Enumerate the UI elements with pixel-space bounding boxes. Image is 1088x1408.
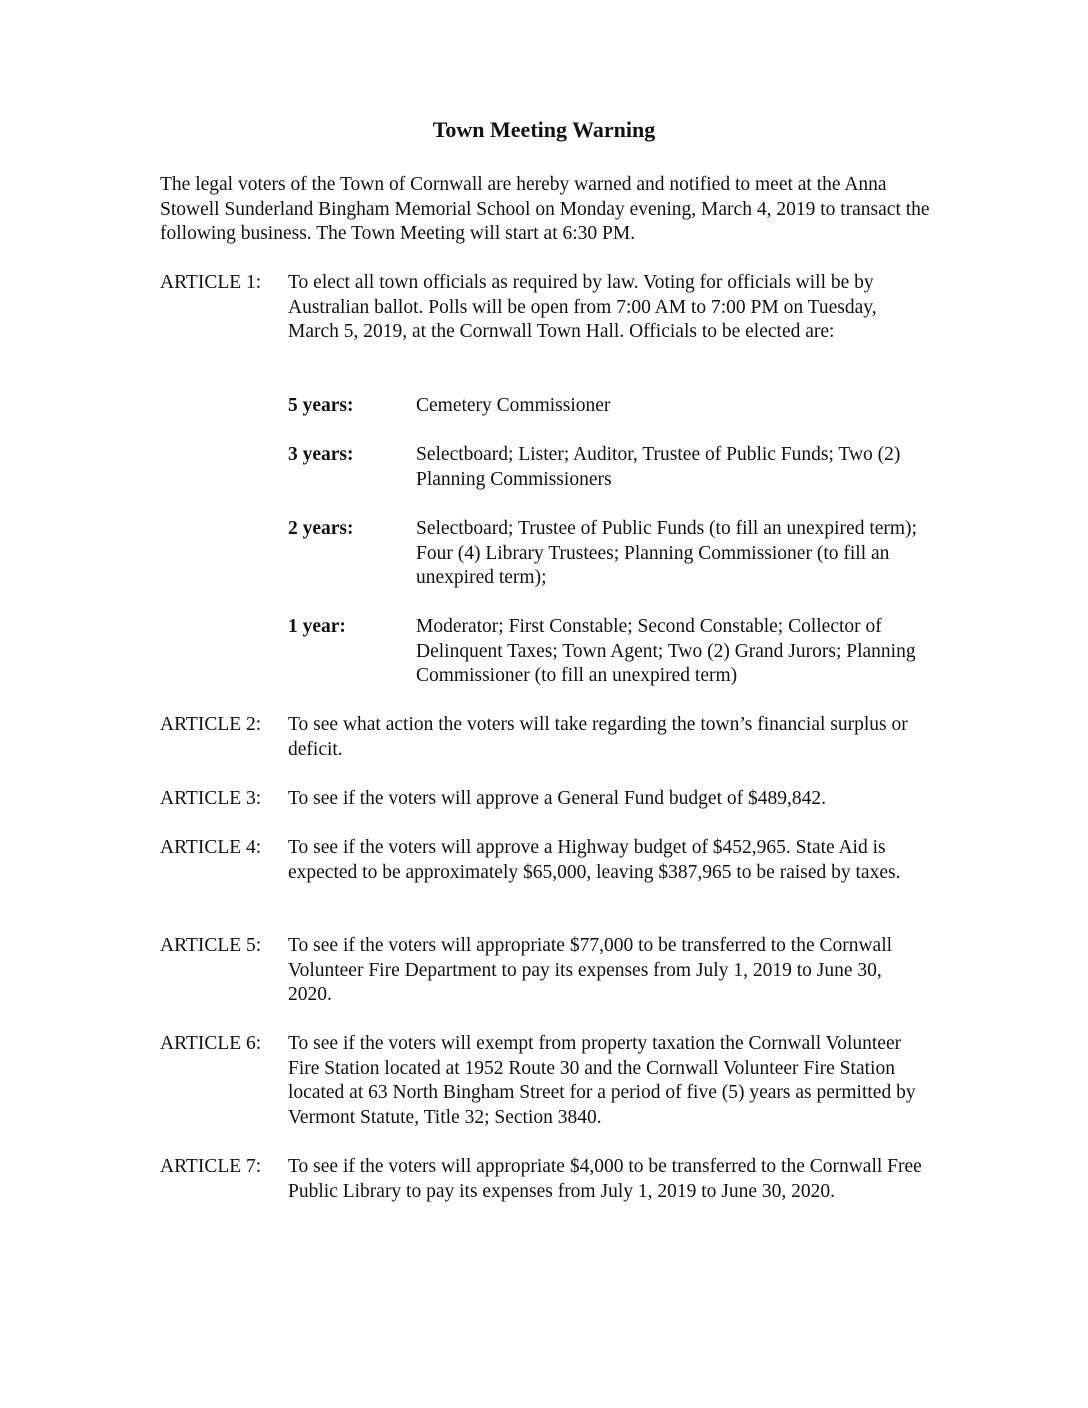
term-offices: Moderator; First Constable; Second Constable; Collector of Delinquent Taxes; Town Agent; Two (2) Grand Jurors; Planning Commissioner (to fill an unexpired term) (416, 616, 916, 686)
article-text: To see what action the voters will take regarding the town’s financial surplus or deficit. (288, 714, 908, 760)
article-text: To see if the voters will approve a General Fund budget of $489,842. (288, 788, 827, 809)
article-text: To see if the voters will appropriate $4,000 to be transferred to the Cornwall Free Public Library to pay its expenses from July 1, 2019 to June 30, 2020. (288, 1156, 922, 1202)
article-label: ARTICLE 1: (160, 272, 262, 293)
term-offices: Selectboard; Lister; Auditor, Trustee of Public Funds; Two (2) Planning Commissioners (416, 444, 901, 490)
article-label: ARTICLE 4: (160, 837, 262, 858)
article-text: To see if the voters will appropriate $77,000 to be transferred to the Cornwall Volunteer Fire Department to pay its expenses from July 1, 2019 to June 30, 2020. (288, 935, 893, 1005)
article-label: ARTICLE 5: (160, 935, 262, 956)
document-title: Town Meeting Warning (432, 117, 656, 142)
term-label: 1 year: (288, 616, 346, 637)
term-label: 5 years: (288, 395, 354, 416)
intro-paragraph: The legal voters of the Town of Cornwall are hereby warned and notified to meet at the Anna Stowell Sunderland Bingham Memorial School on Monday evening, March 4, 2019 to transact the following business. The Town Meeting will start at 6:30 PM. (160, 174, 930, 244)
term-offices: Selectboard; Trustee of Public Funds (to fill an unexpired term); Four (4) Library Trustees; Planning Commissioner (to fill an unexpired term); (416, 518, 917, 588)
article-text: To see if the voters will approve a Highway budget of $452,965. State Aid is expected to be approximately $65,000, leaving $387,965 to be raised by taxes. (288, 837, 901, 883)
term-label: 2 years: (288, 518, 354, 539)
article-label: ARTICLE 3: (160, 788, 262, 809)
term-label: 3 years: (288, 444, 354, 465)
article-label: ARTICLE 6: (160, 1033, 262, 1054)
term-offices: Cemetery Commissioner (416, 395, 611, 416)
article-text: To see if the voters will exempt from property taxation the Cornwall Volunteer Fire Station located at 1952 Route 30 and the Cornwall Volunteer Fire Station located at 63 North Bingham Street for a period of five (5) years as permitted by Vermont Statute, Title 32; Section 3840. (288, 1033, 916, 1128)
article-text: To elect all town officials as required by law. Voting for officials will be by Australian ballot. Polls will be open from 7:00 AM to 7:00 PM on Tuesday, March 5, 2019, at the Cornwall Town Hall. Officials to be elected are: (288, 272, 877, 342)
article-label: ARTICLE 7: (160, 1156, 262, 1177)
article-label: ARTICLE 2: (160, 714, 262, 735)
